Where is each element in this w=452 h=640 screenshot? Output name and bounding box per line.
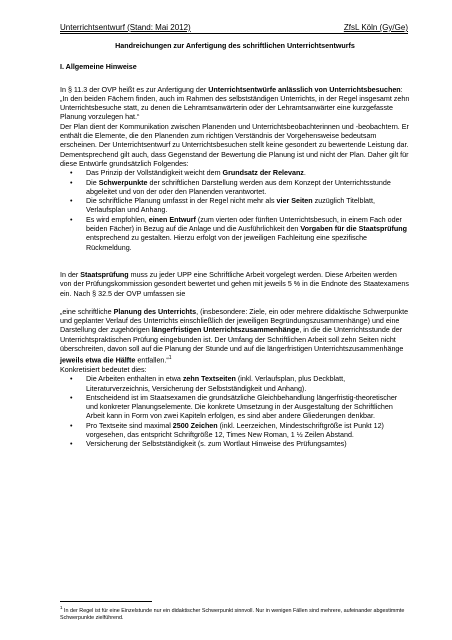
item-text: Die xyxy=(86,178,99,187)
spacer xyxy=(60,253,410,271)
quote-bold: längerfristigen Unterrichtszusammenhänge xyxy=(151,326,300,335)
bullet-icon: • xyxy=(70,197,73,206)
list-item xyxy=(60,197,410,216)
list-item xyxy=(60,375,410,394)
intro-text-end: : xyxy=(400,85,403,94)
bullet-icon: • xyxy=(70,375,73,384)
list-item xyxy=(60,216,410,253)
item-text: Entscheidend ist im Staatsexamen die grundsätzliche Gleichbehandlung längerfristig-theoretischer und konkreter Planungselemente. Die konkrete Umsetzung in der Ausgestaltung der Schriftlichen Arbeit kann in Form von zwei Kapiteln erfolgen, es sind aber andere Gliederungen denkbar. xyxy=(86,393,398,421)
document-body xyxy=(60,42,410,450)
exam-paragraph xyxy=(60,271,410,299)
header-right: ZfsL Köln (Gy/Ge) xyxy=(343,23,408,32)
list-item xyxy=(60,169,410,178)
exam-text: muss zu jeder UPP eine Schriftliche Arbeit vorgelegt werden. Diese Arbeiten werden von der Prüfungskommission gesondert bewertet und gehen mit jeweils 5 % in die Endnote des Staatexamens ein. Nach § 32.5 der OVP umfassen sie xyxy=(60,270,409,298)
exam-quote xyxy=(60,308,410,366)
item-bold: Schwerpunkte xyxy=(98,178,148,187)
ovp-quote: „In den beiden Fächern finden, auch im Rahmen des selbstständigen Unterrichts, in der Regel insgesamt zehn Unterrichtsbesuche statt, zu denen die Lehramtsanwärterin oder der Lehramtsanwärter eine kurzgefasste Planung vorzulegen hat.“ xyxy=(60,94,410,122)
quote-bold: Planung des Unterrichts xyxy=(113,307,197,316)
footnote-ref[interactable]: 1 xyxy=(168,355,172,362)
list-item xyxy=(60,440,410,449)
item-text: (inkl. Verlaufsplan, plus Deckblatt, Literaturverzeichnis, Versicherung der Selbstständigkeit und Anhang). xyxy=(86,375,346,393)
item-text: Pro Textseite sind maximal xyxy=(86,421,173,430)
quote-text: „eine schriftliche xyxy=(60,307,114,316)
exam-bold: Staatsprüfung xyxy=(80,270,129,279)
quote-text: , (insbesondere: Ziele, ein oder mehrere didaktische Schwerpunkte und geplanter Verlauf des Unterrichts einschließlich der jeweiligen Begründungszusammenhänge) und eine Darstellung der zugehörigen xyxy=(60,307,409,335)
exam-text: In der xyxy=(60,270,81,279)
body-paragraph: Der Plan dient der Kommunikation zwischen Planenden und Unterrichtsbeobachterinnen und -beobachtern. Er enthält die Elemente, die den Planenden zum richtigen Verständnis der Vorgehensweise bedeutsam erscheinen. Der Unterrichtsentwurf zu Unterrichtsbesuchen stellt keine gesondert zu bewertende Leistung dar. Dementsprechend gilt auch, dass Gegenstand der Bewertung die Planung ist und nicht der Plan. Daher gilt für diese Entwürfe grundsätzlich Folgendes: xyxy=(60,122,409,168)
item-text: . xyxy=(303,169,306,178)
spacer xyxy=(60,299,410,308)
quote-text: , in die die Unterrichtsstunde der Unterrichtspraktischen Prüfung eingebunden ist. Der Umfang der Schriftlichen Arbeit soll zehn Seiten nicht überschreiten, davon soll auf die Planung der Stunde und auf die längerfristigen Unterrichtszusammenhänge xyxy=(60,326,404,354)
intro-paragraph xyxy=(60,86,410,95)
item-bold: Vorgaben für die Staatsprüfung xyxy=(300,225,407,234)
item-bold: vier Seiten xyxy=(276,197,313,206)
item-text: Es wird empfohlen, xyxy=(86,215,149,224)
item-text: Die schriftliche Planung umfasst in der Regel nicht mehr als xyxy=(86,197,277,206)
bullet-icon: • xyxy=(70,440,73,449)
planning-principles-list xyxy=(60,169,410,253)
bullet-icon: • xyxy=(70,169,73,178)
quote-text: entfallen.“ xyxy=(135,356,169,365)
intro-bold: Unterrichtsentwürfe anlässlich von Unterrichtsbesuchen xyxy=(208,85,401,94)
exam-requirements-list xyxy=(60,375,410,449)
bullet-icon: • xyxy=(70,178,73,187)
item-bold: einen Entwurf xyxy=(148,215,196,224)
intro-text: In § 11.3 der OVP heißt es zur Anfertigung der xyxy=(60,85,209,94)
list-item xyxy=(60,179,410,198)
footnote-mark: 1 xyxy=(60,605,63,610)
header-left: Unterrichtsentwurf (Stand: Mai 2012) xyxy=(60,23,191,32)
page-header xyxy=(60,22,408,34)
item-text: (zum vierten oder fünften Unterrichtsbesuch, in einem Fach oder beiden Fächer) in Bezug auf die Anlage und die Ausführlichkeit den xyxy=(86,215,402,234)
item-text: Versicherung der Selbstständigkeit (s. zum Wortlaut Hinweise des Prüfungsamtes) xyxy=(86,440,347,449)
footnote-text: In der Regel ist für eine Einzelstunde nur ein didaktischer Schwerpunkt sinnvoll. Nur in wenigen Fällen sind mehrere, aufeinander abgestimmte Schwerpunkte zielführend. xyxy=(60,607,405,621)
item-text: zuzüglich Titelblatt, Verlaufsplan und Anhang. xyxy=(86,197,375,215)
item-bold: Grundsatz der Relevanz xyxy=(222,169,304,178)
item-text: entsprechend zu gestalten. Hierzu erfolgt von der jeweiligen Fachleitung eine spezifische Rückmeldung. xyxy=(86,234,368,252)
bullet-icon: • xyxy=(70,421,73,430)
bullet-icon: • xyxy=(70,393,73,402)
section-heading: I. Allgemeine Hinweise xyxy=(60,63,137,72)
item-text: Die Arbeiten enthalten in etwa xyxy=(86,375,183,384)
konkret-label: Konkretisiert bedeutet dies: xyxy=(60,365,147,374)
item-text: (inkl. Leerzeichen, Mindestschriftgröße ist Punkt 12) vorgesehen, das entspricht Schriftgröße 12, Times New Roman, 1 ½ Zeilen Abstand. xyxy=(86,421,384,440)
list-item xyxy=(60,394,410,422)
footnote-divider xyxy=(60,601,152,602)
bullet-icon: • xyxy=(70,215,73,224)
item-bold: 2500 Zeichen xyxy=(172,421,218,430)
item-text: Das Prinzip der Vollständigkeit weicht dem xyxy=(86,169,223,178)
item-text: der schriftlichen Darstellung werden aus dem Konzept der Unterrichtsstunde abgeleitet und von der oder den Planenden verantwortet. xyxy=(86,178,391,196)
document-title: Handreichungen zur Anfertigung des schriftlichen Unterrichtsentwurfs xyxy=(115,42,355,50)
footnote xyxy=(60,604,410,622)
item-bold: zehn Textseiten xyxy=(182,375,236,384)
quote-bold: jeweils etwa die Hälfte xyxy=(60,356,136,365)
list-item xyxy=(60,422,410,441)
